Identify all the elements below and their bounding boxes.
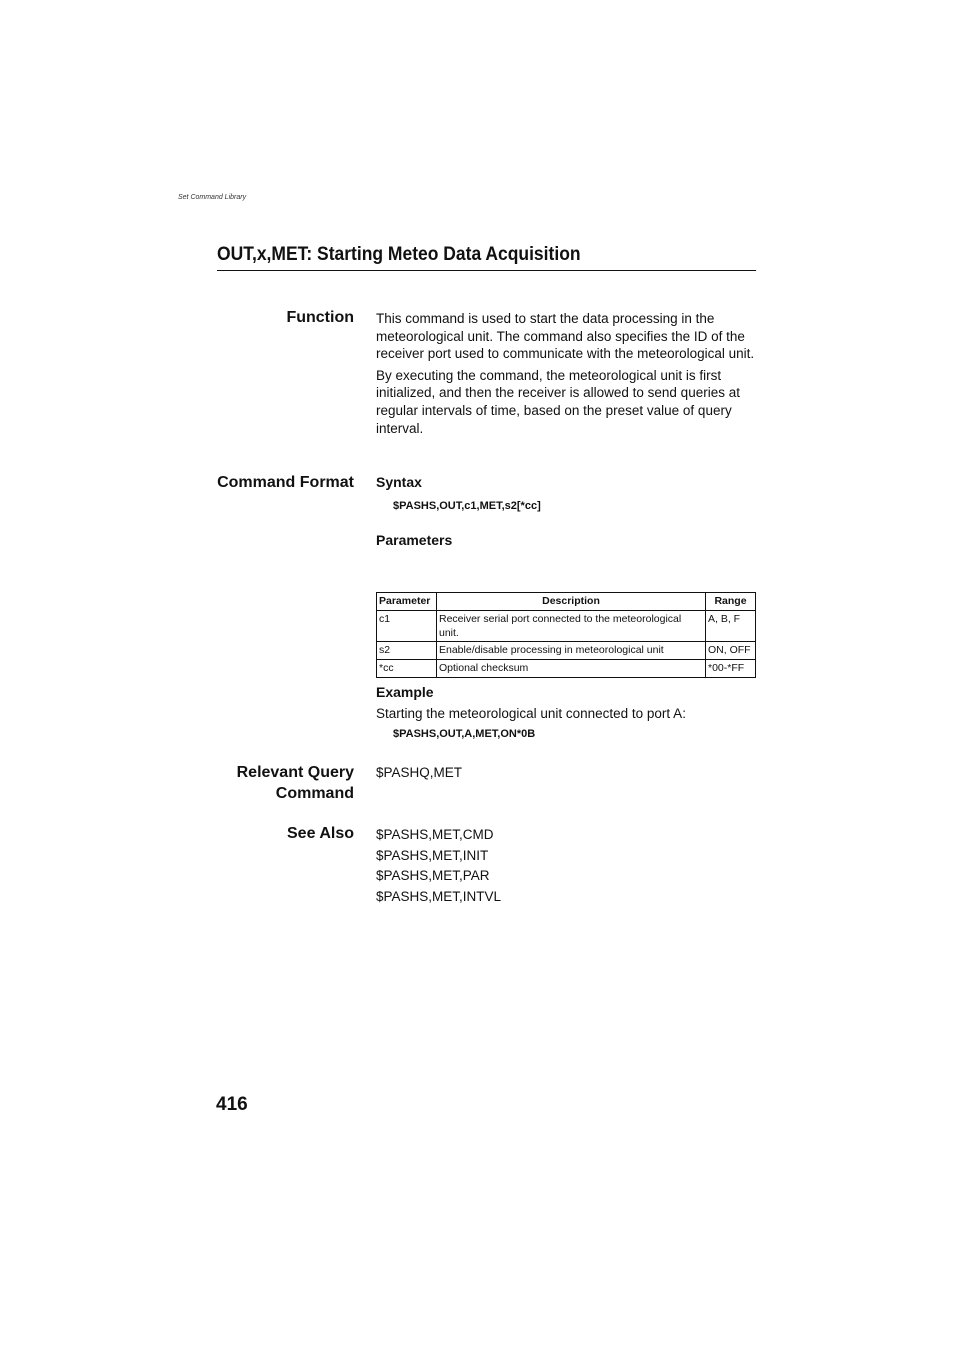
relevant-query-label [174, 762, 354, 804]
list-item: $PASHS,MET,INIT [376, 847, 489, 863]
command-format-label: Command Format [217, 474, 354, 491]
function-label: Function [286, 309, 354, 326]
relevant-query-label-line1: Relevant Query [236, 764, 354, 781]
table-cell: c1 [377, 611, 437, 642]
example-text: Starting the meteorological unit connected to port A: [376, 706, 686, 721]
table-row [377, 642, 756, 660]
table-header-description: Description [437, 593, 706, 611]
list-item: $PASHS,MET,CMD [376, 827, 494, 842]
table-cell: Receiver serial port connected to the meteorological unit. [437, 611, 706, 642]
table-cell: *00-*FF [706, 660, 756, 678]
table-cell: Enable/disable processing in meteorological unit [437, 642, 706, 660]
running-header: Set Command Library [178, 194, 247, 201]
function-description [376, 310, 756, 441]
table-cell: Optional checksum [437, 660, 706, 678]
parameters-table [376, 592, 756, 678]
table-cell: *cc [377, 660, 437, 678]
see-also-label: See Also [287, 825, 354, 842]
table-row [377, 660, 756, 678]
table-cell: ON, OFF [706, 642, 756, 660]
see-also-list [376, 825, 501, 908]
example-heading: Example [376, 684, 434, 700]
function-paragraph-2: By executing the command, the meteorological unit is first initialized, and then the receiver is allowed to send queries at regular intervals of time, based on the preset value of query interval. [376, 367, 740, 436]
table-cell: s2 [377, 642, 437, 660]
list-item: $PASHS,MET,INTVL [376, 889, 502, 905]
table-header-row [377, 593, 756, 611]
table-header-parameter: Parameter [377, 593, 437, 611]
relevant-query-label-line2: Command [275, 785, 354, 802]
list-item: $PASHS,MET,PAR [376, 868, 490, 884]
table-cell: A, B, F [706, 611, 756, 642]
table-row [377, 611, 756, 642]
example-code: $PASHS,OUT,A,MET,ON*0B [393, 728, 536, 740]
syntax-heading: Syntax [376, 474, 422, 490]
relevant-query-value: $PASHQ,MET [376, 765, 463, 780]
function-paragraph-1: This command is used to start the data processing in the meteorological unit. The command also specifies the ID of the receiver port used to communicate with the meteorological unit. [376, 311, 755, 362]
page-title: OUT,x,MET: Starting Meteo Data Acquisition [217, 244, 756, 271]
table-header-range: Range [706, 593, 756, 611]
syntax-code: $PASHS,OUT,c1,MET,s2[*cc] [393, 500, 541, 512]
parameters-heading: Parameters [376, 532, 453, 548]
page-number: 416 [216, 1094, 248, 1115]
